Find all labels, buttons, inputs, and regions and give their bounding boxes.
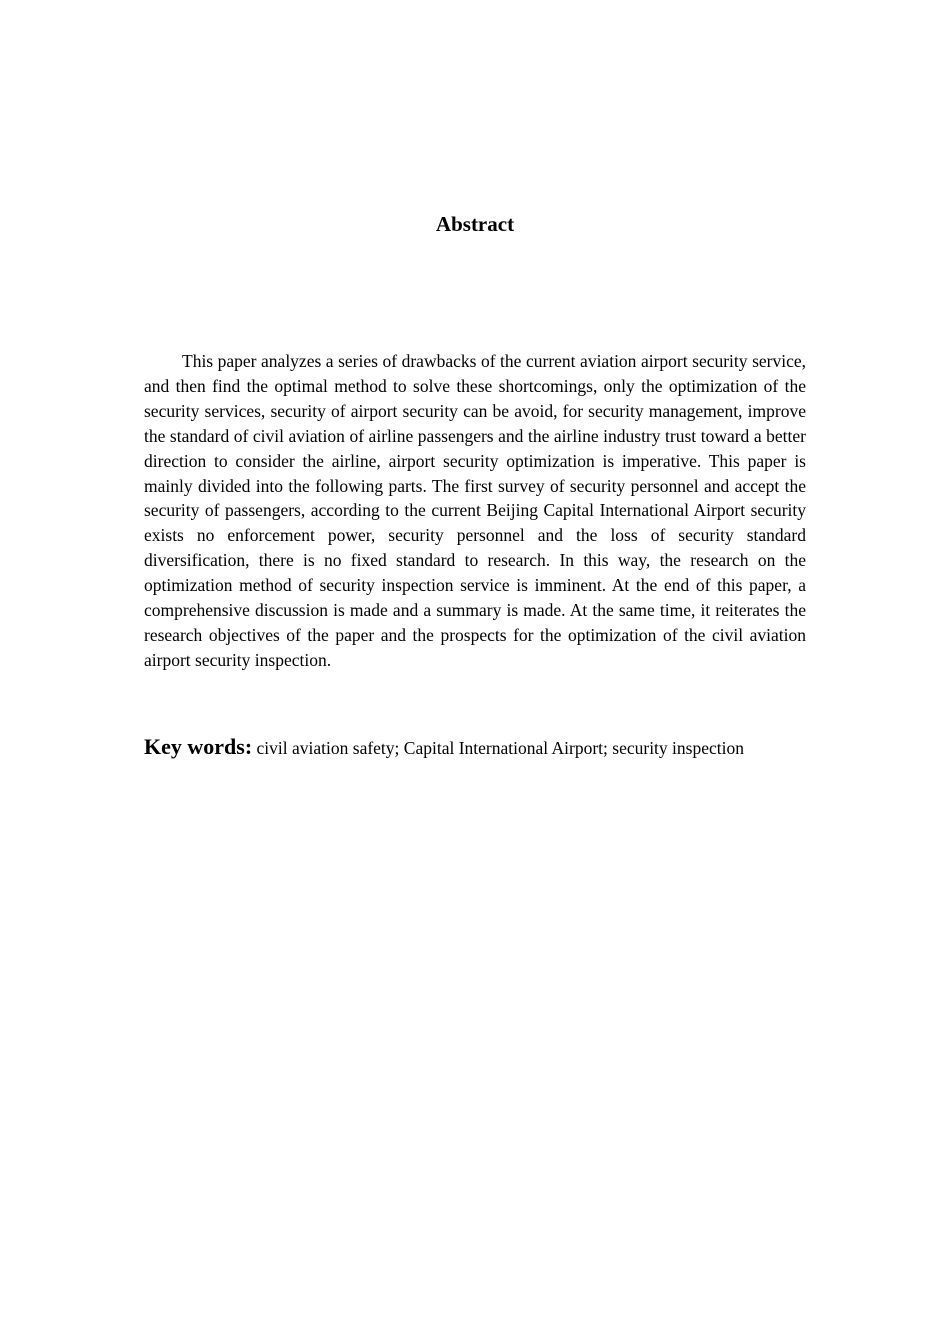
abstract-title: Abstract <box>435 212 515 236</box>
keywords-line <box>144 733 824 762</box>
keywords-label: Key words: <box>144 734 253 759</box>
abstract-body-paragraph: This paper analyzes a series of drawbacks of the current aviation airport security service, and then find the optimal method to solve these shortcomings, only the optimization of the security services, security of airport security can be avoid, for security management, improve the standard of civil aviation of airline passengers and the airline industry trust toward a better direction to consider the airline, airport security optimization is imperative. This paper is mainly divided into the following parts. The first survey of security personnel and accept the security of passengers, according to the current Beijing Capital International Airport security exists no enforcement power, security personnel and the loss of security standard diversification, there is no fixed standard to research. In this way, the research on the optimization method of security inspection service is imminent. At the end of this paper, a comprehensive discussion is made and a summary is made. At the same time, it reiterates the research objectives of the paper and the prospects for the optimization of the civil aviation airport security inspection. <box>144 351 806 670</box>
keywords-text: civil aviation safety; Capital International Airport; security inspection <box>256 738 744 758</box>
